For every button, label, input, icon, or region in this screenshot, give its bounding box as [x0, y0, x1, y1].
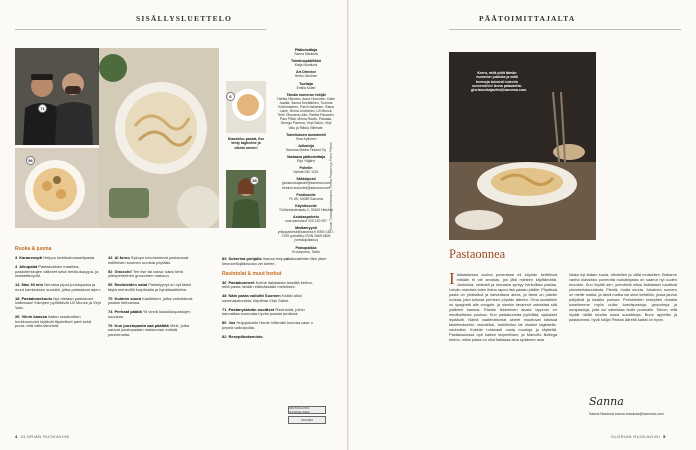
toc-entry-title: Sokerina pohjalla	[228, 256, 262, 261]
editorial-column-2	[569, 272, 677, 392]
drop-cap: I	[449, 269, 455, 288]
toc-header: SISÄLLYSLUETTELO	[136, 14, 233, 23]
masthead-value: oma.sanoma.fi 020 120 097	[284, 219, 328, 224]
toc-entry-description: Tee itse tai ostaa: kaksi tietä yllenperheinen gnocchien makuun.	[108, 268, 183, 279]
toc-entry-description: Helppo kirsikkatomaattipasta	[43, 255, 95, 260]
masthead-role: Vastaava päätoimittaja	[286, 154, 326, 159]
toc-entry[interactable]	[108, 283, 194, 292]
toc-page-number: 26	[15, 313, 20, 319]
bowl-illustration	[226, 81, 266, 133]
masthead-value: Emilia Kolari	[296, 85, 316, 90]
toc-entry-description: Ihanan helppo limoncellojälkiruoka vei kielen.	[222, 256, 289, 266]
toc-page-number: 4	[15, 263, 18, 269]
page-ref-badge: 56	[26, 156, 35, 165]
masthead-entry	[277, 93, 335, 130]
toc-column-2	[108, 256, 194, 342]
masthead-entry	[277, 204, 335, 212]
toc-entry-description: Kolme italialaista issialllä kerfoo, mitä pasta heidän elämässään merkitsee.	[222, 279, 313, 290]
masthead-value: PL 65, 00089 Sanoma	[289, 196, 323, 201]
toc-entry-description: Nyt otetaan pastakone hallintaan! Kämpen pyörittävät Lili Munck ja Virpi Valo.	[15, 295, 101, 310]
masthead-entry	[277, 193, 335, 201]
toc-entry-description: Sykoyn toivotuimmat pastavuoat ristilleisen suomen uunista pöytään.	[108, 255, 189, 265]
masthead-entry	[277, 177, 335, 189]
toc-entry-title: Viinin kanssa	[21, 313, 47, 319]
toc-page-number: 74	[108, 309, 113, 315]
signature-caption: Sanna Maukula sanna.maukula@sanoma.com	[589, 412, 664, 416]
photo-credit: Kuvat Tuomas Kolehmainen, Reetta Pasanen ja Pierre Pillibel.	[329, 141, 333, 230]
toc-entry-title: Koimen suora	[114, 295, 142, 301]
page-number: 5	[663, 434, 666, 439]
masthead-entry	[277, 166, 335, 174]
toc-entry[interactable]	[15, 283, 101, 292]
toc-entry-description: Yli vinnä klassikkopastojen suunsan.	[108, 309, 191, 319]
masthead-entry	[277, 82, 335, 90]
toc-page-number: 52	[108, 268, 113, 274]
toc-page-number: 71	[222, 306, 227, 312]
editorial-text-2: Vasta nyt lisäsin suola, viilsitellen ja väliä muistellen. Bottaron vanha klassikko poverotta ruokalinjasta on saanut nyt uuden muodon. Kun löydät sen, ymmärrät miksi italialaiset nauttivat yksinkertaisuudesta. Pientä, mutta suurta. Jokainen numero on meille matka, ja tämä matka vie sinut keittiöön, jossa jauhot pöllyävät ja kastike porisee. Perinteisten reseptien rinnalla kokeilemme myös uutta: kasvispastoja, gnoccheja ja uunipastoja, joita voi valmistaa isolle porukalle. Toivon, että löydät näiltä sivuilta uusia suosikkeja. Buon appetito ja pastaonnea, hyvä lukija! Pastan äärellä kaikki on hyvin.	[569, 272, 677, 322]
masthead-value: Hertsi Järvinen	[294, 74, 318, 79]
toc-page-number: 80	[222, 320, 227, 326]
chefs-illustration	[15, 48, 99, 145]
toc-entry[interactable]	[222, 308, 318, 317]
header-rule	[15, 29, 266, 30]
toc-entry-description: Pastakokkien maailma, pastaherkkujen välineet sekä herkkukauppa- ja markettiloydöt.	[15, 263, 99, 279]
masthead-entry	[277, 144, 335, 152]
toc-entry-description: Neroksa pipar-juustopasta ja muut toimituksen suosikit, jotka pelastavat arjen.	[15, 282, 101, 292]
toc-entry-title: Kun juustopasta saa päättää	[114, 322, 169, 328]
toc-entry-title: Pastakonneet	[228, 279, 255, 285]
masthead-entry	[277, 48, 335, 56]
toc-entry[interactable]	[108, 324, 194, 338]
masthead-role: Julkaisija	[297, 143, 315, 148]
masthead-logo: SANOMA	[288, 416, 326, 424]
toc-entry-title: Perhaat päätiä	[114, 309, 142, 315]
masthead-value: Sanna Maukula	[294, 52, 318, 57]
editorial-text-1: talialaisessa cucina poverassa eli köyhän keittiössä mikään ei ole arvokas, jos jätä mieleen käyttämättä. Jauhoista, vedestä ja munasta syntyy herkullista pastaa. Leivän muruista tulee ihana rapea lisä pastan päälle. Pöydissä pasta on yhdistävä ja ilahduttava aines, ja tämä on päivän ruokaa, joka kokoaa perheen pöydän ääreen. Oma suosikkini on spaghetti alle vongole, ja olenkin tavannut valmistaa sitä ystävien kanssa. Pastan tekeminen alusta loppuun on meditatiivista puuhaa. Kun pastakonetta pyörittää, ajatukset lepäävät. Nämä vaatimattomat aineet muuttuvat käsissä taideteokseksi: ravioleiksi, tortelliniksi tai ohuiksi tagliatelle-nauhoiksi. Kokeile rohkeasti uusia muotoja ja täytteitä. Pastakoulussa opit kaiken tarpeellisen, ja Marcello Bottega kertoo, miksi pasta on ollut Italiassa aina sydämen asia.	[449, 272, 557, 342]
masthead-role: Tämän numeron tekijät	[286, 92, 326, 97]
toc-entry-title: Ravioleiden salat	[114, 282, 148, 288]
pasta-plate-photo	[99, 48, 219, 228]
masthead-entry	[277, 215, 335, 223]
toc-page-number: 48	[222, 293, 227, 299]
masthead-entry	[277, 246, 335, 254]
toc-entry-description: Kastikkeet, jotka valmistuvat pastan kiehuessa.	[108, 295, 193, 306]
masthead-role: Mediamyynti	[295, 226, 317, 231]
masthead-role: Käyntiosoite	[295, 203, 317, 208]
cook-photo	[226, 170, 266, 228]
toc-entry-title: Kanaresepti	[19, 255, 43, 260]
page-ref-badge: 38	[250, 176, 259, 185]
toc-entry-title: Alkupalat	[19, 263, 38, 269]
toc-entry[interactable]	[15, 297, 101, 311]
toc-entry-description: Kaikki alkoi savimakaronista, kirjoittaa Virpi Salmi.	[222, 293, 302, 303]
toc-page-number: 83	[222, 256, 227, 261]
masthead-role: Asiakaspalvelu	[293, 215, 319, 219]
header-rule	[449, 29, 681, 30]
toc-page-number: 82	[222, 333, 227, 339]
masthead-value: Töölönlahdenkatu 2, 00100 Helsinki	[279, 207, 333, 212]
right-page	[349, 0, 696, 450]
toc-section-restaurants: Ravintolat & muut herkut	[222, 270, 282, 277]
magazine-name: GLORIAN RUOKAVIINI	[20, 434, 70, 439]
toc-entry-title: Max 30 min	[21, 282, 44, 288]
masthead-role: Puhelin	[299, 166, 313, 171]
masthead-value: yrityspalvelut@sanoma.fi ISSN 1457-0769 (painettu) ISSN 2669-9826 (verkkojulkaisu)	[277, 230, 335, 243]
masthead-entry	[277, 133, 335, 141]
editorial-header: PÄÄTOIMITTAJALTA	[479, 14, 576, 23]
toc-entry[interactable]	[108, 310, 194, 319]
masthead-role: Toimituspäällikkö	[290, 59, 322, 64]
masthead-role: Sähköposti	[296, 177, 316, 182]
masthead-value: gloriaruokajaviini@sanoma.com etunimi.sukunimi@sanoma.com	[281, 181, 331, 190]
toc-entry-title: Al forno	[114, 255, 130, 260]
toc-column-1	[15, 256, 101, 333]
toc-entry-title: Näin pasta valloitti Suomen	[228, 293, 281, 299]
page-ref-badge: 71	[38, 104, 47, 113]
masthead-role: Postiosoite	[296, 192, 316, 197]
toc-entry-description: Ravintolat, joihin kannattaa suunnata hyvän pastan perässä.	[222, 306, 305, 317]
masthead-value: Heritta Hiltunen, Anna Huovinen, Kalle Jaatila, Sanna Kekäläinen, Tuomas Kolehmainen, Pasi Kostiainen, Raisa Laine, Ninna Lindström, Lili Munck, Terhi Oikonenn-Alm, Reetta Pasanen, Paru Pitkä, Minna Raviin, Pakaala, Georgo Pamera, Virpi Salmi, Virpi Valo ja Riikka Villehale.	[277, 96, 335, 130]
staff-masthead	[277, 48, 335, 264]
masthead-value: Tiina Kylkinen	[295, 136, 317, 141]
toc-entry-title: Pastanystävän osoitteet	[228, 306, 275, 312]
toc-page-number: 14	[15, 282, 20, 288]
classic-pasta-caption: Klassikko-pastat, ilse tehty taglioline ja oikeat unnen!	[227, 137, 265, 150]
toc-entry[interactable]	[222, 281, 318, 290]
toc-entry-description: Pastatyynyt on nyt tästä täytä mehevillä kurpitsalla ja hyhtökastiketta.	[108, 282, 191, 292]
masthead-role: Tuottaja	[299, 81, 313, 86]
feedback-quote: Kerro, mitä pidit tämän numeron jutuista ja mitä teemoja toivoisit tuleviin numeroihin! Anna palautetta: gloriaruokajaviini@sanoma.com.	[471, 71, 528, 93]
toc-entry-title: Gnocchi!	[114, 268, 132, 274]
toc-entry[interactable]	[222, 321, 318, 330]
left-footer	[15, 434, 70, 439]
toc-page-number: 3	[15, 255, 18, 260]
toc-entry-title: Jos	[228, 320, 236, 326]
toc-entry[interactable]	[15, 315, 101, 329]
masthead-value: Aikakauslehtien liiton jäsen	[285, 256, 327, 261]
chefs-photo	[15, 48, 99, 145]
toc-page-number: 18	[15, 295, 20, 301]
toc-page-number: 56	[108, 282, 113, 288]
editorial-column-1	[449, 269, 557, 342]
masthead-role: Toimituksen assistentti	[286, 132, 326, 137]
editorial-title: Pastaonnea	[449, 247, 506, 261]
toc-entry[interactable]	[108, 256, 194, 265]
right-footer	[611, 434, 666, 439]
masthead-role: Päätoimittaja	[294, 48, 318, 52]
toc-section-food: Ruoka & juoma	[15, 246, 52, 252]
magazine-name: GLORIAN RUOKAVIINI	[611, 434, 661, 439]
masthead-entry	[277, 155, 335, 163]
editor-signature: Sanna	[589, 395, 624, 408]
toc-page-number: 44	[108, 255, 113, 260]
masthead-value: Kroonpress, Tartto	[292, 249, 320, 254]
masthead-entry	[277, 226, 335, 242]
masthead-logos	[288, 404, 326, 424]
masthead-entry	[277, 257, 335, 261]
toc-entry-description: Italian maakuntien herkkuseudut kiytävät täydelliset parit sekä puna- että valkoviineistä.	[15, 313, 92, 329]
page-ref-badge: 6	[226, 92, 235, 101]
toc-entry-description: Huippukokki Hanis Välimäki kunnaa case o pepeä valkoipullia.	[222, 320, 313, 330]
masthead-logo: VASTUULLISTA JOURNALISMIA	[288, 406, 326, 414]
toc-entry-title: Pastakonekoulu	[21, 295, 53, 301]
masthead-role: Art Director	[296, 70, 316, 75]
toc-page-number: 76	[108, 322, 113, 328]
toc-entry[interactable]	[222, 335, 318, 340]
masthead-value: Sanoma Media Finland Oy	[285, 147, 327, 152]
masthead-role: Painopaikka	[295, 245, 317, 250]
toc-entry-title: Reseptihakemisto	[228, 333, 263, 339]
toc-entry-description: Viinit, jotka sauvat juustopastan maistuman entistä paremmalta.	[108, 322, 190, 338]
toc-page-number: 70	[108, 295, 113, 301]
toc-entry[interactable]	[15, 265, 101, 279]
toc-page-number: 36	[222, 279, 227, 285]
toc-entry[interactable]	[108, 270, 194, 279]
left-page	[0, 0, 347, 450]
masthead-value: Vaihde 030 1201	[293, 170, 319, 175]
toc-entry[interactable]	[222, 294, 318, 303]
page-number: 4	[15, 434, 18, 439]
toc-column-3	[222, 257, 318, 344]
pasta-plate-illustration	[99, 48, 219, 228]
bowl-photo	[226, 81, 266, 133]
toc-entry[interactable]	[15, 256, 101, 261]
masthead-value: Erja Yläjärvi	[296, 159, 316, 164]
toc-entry[interactable]	[108, 297, 194, 306]
masthead-entry	[277, 59, 335, 67]
masthead-value: Katja Nordlund	[294, 63, 318, 68]
cook-illustration	[226, 170, 266, 228]
masthead-entry	[277, 70, 335, 78]
